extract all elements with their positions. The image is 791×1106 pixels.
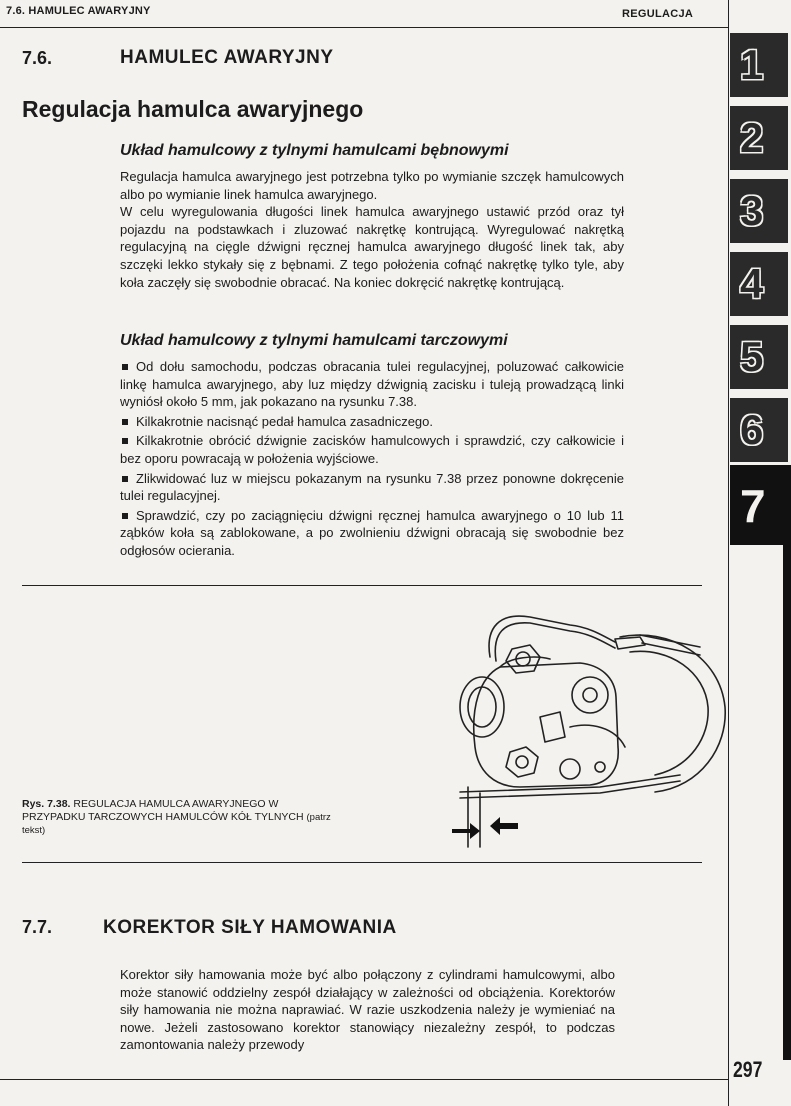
page-number: 297: [733, 1057, 763, 1082]
paragraph: W celu wyregulowania długości linek hamulca awaryjnego ustawić przód oraz tył pojazdu na podstawkach i zluzować nakrętkę kontrującą. Wyregulować nakrętką regulacyjną na cięgle dźwigni ręcznej hamulca awaryjnego długość linek tak, aby szczęki lekko stykały się z bębnami. Z tego położenia cofnąć nakrętkę tylko tyle, aby koła zaczęły się swobodnie obracać. Na koniec dokręcić nakrętkę kontrującą.: [120, 204, 624, 290]
bullet-square-icon: [122, 364, 128, 370]
figure-top-rule: [22, 585, 702, 586]
chapter-tab-1[interactable]: 1: [730, 33, 788, 97]
paragraph: Regulacja hamulca awaryjnego jest potrzebna tylko po wymianie szczęk hamulcowych albo po wymianie linek hamulca awaryjnego.: [120, 169, 624, 202]
section-title: KOREKTOR SIŁY HAMOWANIA: [103, 917, 397, 938]
section-number: 7.7.: [22, 917, 53, 937]
arrow-right-icon: [452, 823, 480, 839]
figure-caption: [22, 798, 342, 837]
drum-brakes-heading: Układ hamulcowy z tylnymi hamulcami bębnowymi: [120, 142, 509, 159]
paragraph: Korektor siły hamowania może być albo połączony z cylindrami hamulcowymi, albo może stanowić oddzielny zespół działający w zależności od obciążenia. Korektorów siły hamowania nie można naprawiać. W razie uszkodzenia należy je wymieniać na nowe. Jeżeli zastosowano korektor stanowiący niezależny zespół, to podczas zamontowania należy przewody: [120, 967, 615, 1053]
running-header-left: 7.6. HAMULEC AWARYJNY: [6, 5, 151, 17]
figure-caption-text: REGULACJA HAMULCA AWARYJNEGO W PRZYPADKU TARCZOWYCH HAMULCÓW KÓŁ TYLNYCH: [22, 798, 304, 823]
bullet-square-icon: [122, 513, 128, 519]
disc-brakes-steps: [120, 358, 624, 562]
corrector-text: [120, 966, 615, 1054]
chapter-tab-2[interactable]: 2: [730, 106, 788, 170]
header-rule: [0, 27, 728, 28]
chapter-tab-3[interactable]: 3: [730, 179, 788, 243]
margin-rule: [728, 0, 729, 1106]
figure-bottom-rule: [22, 862, 702, 863]
list-item: Kilkakrotnie nacisnąć pedał hamulca zasadniczego.: [120, 413, 624, 431]
chapter-tab-7-active[interactable]: 7: [730, 465, 791, 545]
subsection-heading: Regulacja hamulca awaryjnego: [22, 96, 364, 122]
chapter-tab-4[interactable]: 4: [730, 252, 788, 316]
arrow-left-icon: [490, 817, 518, 835]
section-number: 7.6.: [22, 48, 53, 68]
footer-rule: [0, 1079, 728, 1080]
bullet-square-icon: [122, 438, 128, 444]
chapter-tabs: [730, 33, 791, 545]
section-title: HAMULEC AWARYJNY: [120, 47, 334, 68]
running-header-right: REGULACJA: [622, 8, 694, 20]
list-item: Kilkakrotnie obrócić dźwignie zacisków hamulcowych i sprawdzić, czy całkowicie i bez oporu powracają w położenia wyjściowe.: [120, 433, 624, 466]
list-item: Sprawdzić, czy po zaciągnięciu dźwigni ręcznej hamulca awaryjnego o 10 lub 11 ząbków koła są zablokowane, a po zwolnieniu dźwigni obracają się swobodnie bez odgłosów ocierania.: [120, 507, 624, 558]
brake-caliper-drawing: [440, 597, 730, 852]
chapter-tab-6[interactable]: 6: [730, 398, 788, 462]
book-spine-edge: [783, 540, 791, 1060]
figure-label: Rys. 7.38.: [22, 798, 71, 810]
disc-brakes-heading: Układ hamulcowy z tylnymi hamulcami tarczowymi: [120, 332, 508, 349]
figure-note: (patrz tekst): [22, 812, 331, 836]
bullet-square-icon: [122, 419, 128, 425]
list-item: Od dołu samochodu, podczas obracania tulei regulacyjnej, poluzować całkowicie linkę hamulca awaryjnego, aby luz między dźwignią zacisku i tuleją prowadzącą linki wyniósł około 5 mm, jak pokazano na rysunku 7.38.: [120, 359, 624, 410]
drum-brakes-text: [120, 168, 624, 291]
bullet-square-icon: [122, 476, 128, 482]
list-item: Zlikwidować luz w miejscu pokazanym na rysunku 7.38 przez ponowne dokręcenie tulei regulacyjnej.: [120, 470, 624, 504]
chapter-tab-5[interactable]: 5: [730, 325, 788, 389]
